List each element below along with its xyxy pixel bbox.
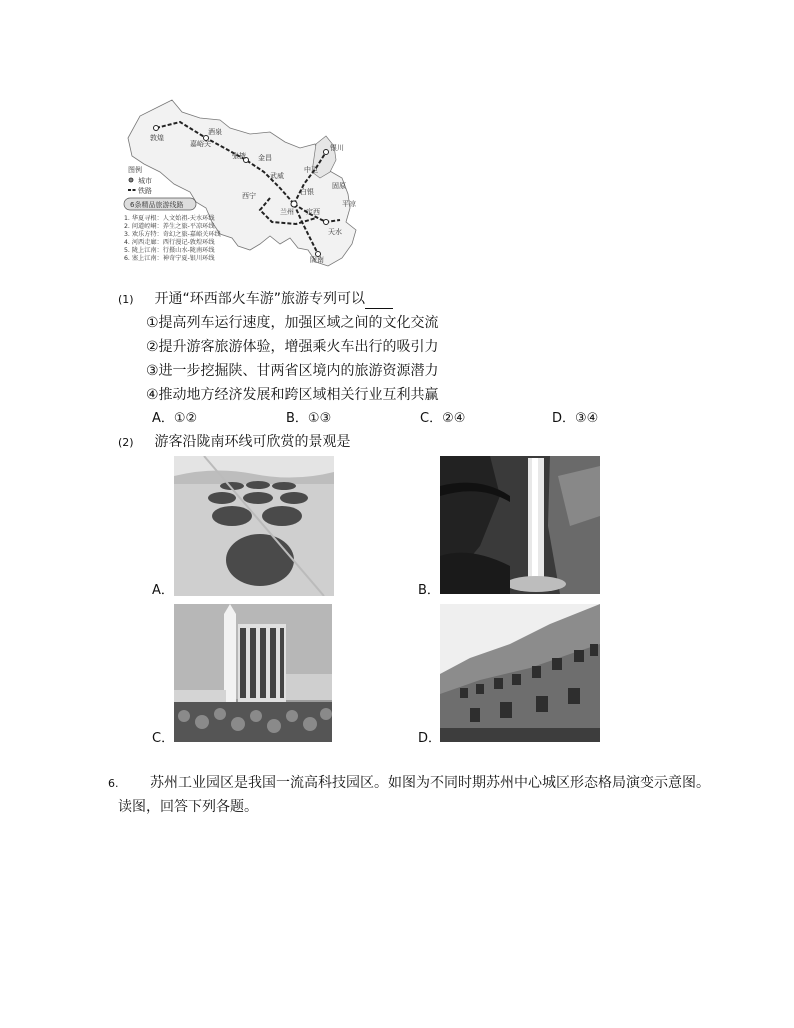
route-item: 1. 华夏寻根：人文始祖-天水环线	[124, 215, 215, 222]
q2-number: (2)	[118, 436, 134, 449]
legend-rail-label: 铁路	[138, 187, 152, 195]
photo-a-irrigation-fields[interactable]	[174, 456, 334, 596]
map-city-label: 中卫	[304, 166, 318, 174]
map-city-label: 天水	[328, 228, 342, 236]
q2-option-b-label[interactable]: B．	[418, 583, 440, 598]
city-dunhuang-marker	[154, 126, 159, 131]
q6-number: 6.	[108, 777, 119, 790]
photo-c-svg	[174, 604, 332, 742]
map-city-label: 敦煌	[150, 134, 164, 142]
q1-item: ④推动地方经济发展和跨区域相关行业互利共赢	[146, 387, 439, 403]
photo-d-svg	[440, 604, 600, 742]
route-item: 4. 河西走廊：西行漫记-敦煌环线	[124, 239, 215, 246]
map-city-label: 嘉峪关	[190, 140, 211, 148]
q1-option-c[interactable]: C．②④	[420, 411, 466, 426]
legend-city-label: 城市	[138, 177, 152, 185]
q1-item: ①提高列车运行速度，加强区域之间的文化交流	[146, 315, 439, 331]
answer-blank	[365, 294, 393, 309]
legend-city-icon	[129, 178, 133, 182]
map-city-label: 酒泉	[208, 128, 222, 136]
map-city-label: 平凉	[342, 200, 356, 208]
q1-number: (1)	[118, 293, 134, 306]
map-svg	[120, 98, 366, 272]
q6-line2: 读图，回答下列各题。	[118, 799, 258, 815]
map-city-label: 兰州	[280, 208, 294, 216]
q2-option-c-label[interactable]: C．	[152, 731, 175, 746]
route-item: 6. 塞上江南：神奇宁夏-银川环线	[124, 255, 215, 262]
photo-d-grottoes[interactable]	[440, 604, 600, 742]
photo-c-launch-center[interactable]	[174, 604, 332, 742]
map-city-label: 金昌	[258, 154, 272, 162]
route-item: 2. 问道崆峒：养生之旅-平凉环线	[124, 223, 215, 230]
map-city-label: 银川	[330, 144, 344, 152]
map-city-label: 固原	[332, 182, 346, 190]
q1-stem: 开通“环西部火车游”旅游专列可以	[154, 291, 366, 307]
q1-option-d[interactable]: D．③④	[552, 411, 599, 426]
map-city-label: 西宁	[242, 192, 256, 200]
q2-block	[118, 433, 351, 452]
map-city-label: 张掖	[232, 152, 246, 160]
q1-option-a[interactable]: A．①②	[152, 411, 198, 426]
q1-block	[118, 290, 393, 309]
photo-b-waterfall[interactable]	[440, 456, 600, 594]
city-lanzhou-marker	[291, 201, 297, 207]
gansu-railway-map	[120, 98, 366, 272]
route-item: 3. 欢乐方特：奇幻之旅-嘉峪关环线	[124, 231, 221, 238]
photo-b-svg	[440, 456, 600, 594]
routes-title: 6条精品旅游线路	[130, 201, 184, 209]
map-city-label: 白银	[300, 188, 314, 196]
photo-a-svg	[174, 456, 334, 596]
q1-option-b[interactable]: B．①③	[286, 411, 332, 426]
map-city-label: 定西	[306, 208, 320, 216]
legend-title: 图例	[128, 166, 142, 174]
q2-option-a-label[interactable]: A．	[152, 583, 174, 598]
q2-stem: 游客沿陇南环线可欣赏的景观是	[154, 434, 351, 450]
q1-item: ②提升游客旅游体验，增强乘火车出行的吸引力	[146, 339, 439, 355]
map-city-label: 武威	[270, 172, 284, 180]
q6-line1: 苏州工业园区是我国一流高科技园区。如图为不同时期苏州中心城区形态格局演变示意图。	[150, 775, 710, 791]
route-item: 5. 陇上江南：行摄山水-陇南环线	[124, 247, 215, 254]
city-yinchuan-marker	[324, 150, 329, 155]
q1-item: ③进一步挖掘陕、甘两省区境内的旅游资源潜力	[146, 363, 439, 379]
city-tianshui-marker	[324, 220, 329, 225]
q2-option-d-label[interactable]: D．	[418, 731, 442, 746]
map-city-label: 陇南	[310, 256, 324, 264]
